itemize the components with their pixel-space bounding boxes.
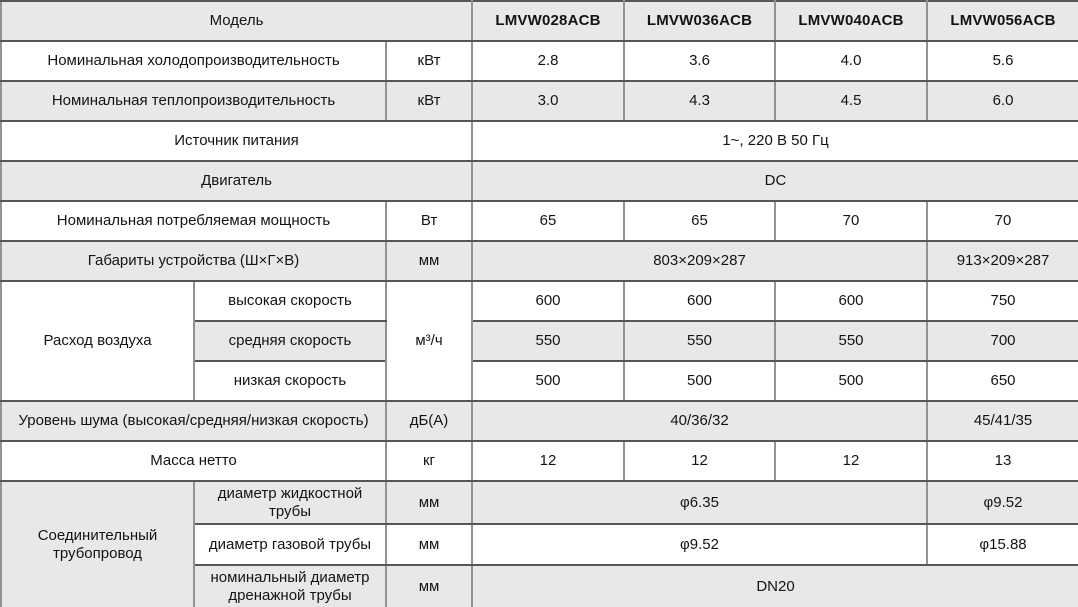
- weight-value-1: 12: [472, 441, 624, 481]
- piping-gas-value-models-1-3: φ9.52: [472, 524, 927, 565]
- motor-value: DC: [472, 161, 1078, 201]
- air-flow-low-value-1: 500: [472, 361, 624, 401]
- piping-liquid-row: [1, 481, 1078, 524]
- piping-liquid-label: диаметр жидкостной трубы: [194, 481, 386, 524]
- model-name-cell-2: LMVW036ACB: [624, 1, 775, 41]
- weight-unit: кг: [386, 441, 472, 481]
- cooling-value-4: 5.6: [927, 41, 1078, 81]
- piping-liquid-value-models-1-3: φ6.35: [472, 481, 927, 524]
- dimensions-value-model-4: 913×209×287: [927, 241, 1078, 281]
- weight-value-2: 12: [624, 441, 775, 481]
- piping-gas-label: диаметр газовой трубы: [194, 524, 386, 565]
- air-flow-high-value-1: 600: [472, 281, 624, 321]
- noise-row: [1, 401, 1078, 441]
- noise-value-model-4: 45/41/35: [927, 401, 1078, 441]
- power-supply-value: 1~, 220 В 50 Гц: [472, 121, 1078, 161]
- header-row: [1, 1, 1078, 41]
- cooling-row: [1, 41, 1078, 81]
- weight-row: [1, 441, 1078, 481]
- heating-unit: кВт: [386, 81, 472, 121]
- power-supply-row: [1, 121, 1078, 161]
- weight-value-3: 12: [775, 441, 927, 481]
- cooling-value-3: 4.0: [775, 41, 927, 81]
- air-flow-low-value-2: 500: [624, 361, 775, 401]
- dimensions-label: Габариты устройства (Ш×Г×В): [1, 241, 386, 281]
- air-flow-high-value-3: 600: [775, 281, 927, 321]
- air-flow-unit: м³/ч: [386, 281, 472, 401]
- power-input-value-4: 70: [927, 201, 1078, 241]
- piping-liquid-unit: мм: [386, 481, 472, 524]
- noise-label: Уровень шума (высокая/средняя/низкая скорость): [1, 401, 386, 441]
- air-flow-low-value-4: 650: [927, 361, 1078, 401]
- piping-gas-value-model-4: φ15.88: [927, 524, 1078, 565]
- piping-drain-unit: мм: [386, 565, 472, 607]
- weight-label: Масса нетто: [1, 441, 386, 481]
- model-name-cell-1: LMVW028ACB: [472, 1, 624, 41]
- heating-label: Номинальная теплопроизводительность: [1, 81, 386, 121]
- motor-label: Двигатель: [1, 161, 472, 201]
- heating-value-3: 4.5: [775, 81, 927, 121]
- air-flow-low-value-3: 500: [775, 361, 927, 401]
- power-input-value-3: 70: [775, 201, 927, 241]
- air-flow-label: Расход воздуха: [1, 281, 194, 401]
- air-flow-high-row: [1, 281, 1078, 321]
- piping-drain-label: номинальный диаметр дренажной трубы: [194, 565, 386, 607]
- cooling-value-2: 3.6: [624, 41, 775, 81]
- air-flow-medium-value-4: 700: [927, 321, 1078, 361]
- air-flow-medium-value-3: 550: [775, 321, 927, 361]
- piping-liquid-value-model-4: φ9.52: [927, 481, 1078, 524]
- air-flow-medium-label: средняя скорость: [194, 321, 386, 361]
- dimensions-value-models-1-3: 803×209×287: [472, 241, 927, 281]
- cooling-label: Номинальная холодопроизводительность: [1, 41, 386, 81]
- cooling-unit: кВт: [386, 41, 472, 81]
- dimensions-row: [1, 241, 1078, 281]
- dimensions-unit: мм: [386, 241, 472, 281]
- heating-value-4: 6.0: [927, 81, 1078, 121]
- air-flow-low-label: низкая скорость: [194, 361, 386, 401]
- noise-value-models-1-3: 40/36/32: [472, 401, 927, 441]
- air-flow-medium-value-1: 550: [472, 321, 624, 361]
- motor-row: [1, 161, 1078, 201]
- power-input-value-1: 65: [472, 201, 624, 241]
- air-flow-high-label: высокая скорость: [194, 281, 386, 321]
- heating-value-1: 3.0: [472, 81, 624, 121]
- model-name-cell-4: LMVW056ACB: [927, 1, 1078, 41]
- noise-unit: дБ(А): [386, 401, 472, 441]
- heating-value-2: 4.3: [624, 81, 775, 121]
- air-flow-medium-value-2: 550: [624, 321, 775, 361]
- model-header-label: Модель: [1, 1, 472, 41]
- air-flow-high-value-2: 600: [624, 281, 775, 321]
- piping-label: Соединительный трубопровод: [1, 481, 194, 607]
- cooling-value-1: 2.8: [472, 41, 624, 81]
- power-input-label: Номинальная потребляемая мощность: [1, 201, 386, 241]
- piping-gas-unit: мм: [386, 524, 472, 565]
- power-input-unit: Вт: [386, 201, 472, 241]
- model-name-cell-3: LMVW040ACB: [775, 1, 927, 41]
- piping-drain-value: DN20: [472, 565, 1078, 607]
- power-input-row: [1, 201, 1078, 241]
- power-input-value-2: 65: [624, 201, 775, 241]
- weight-value-4: 13: [927, 441, 1078, 481]
- power-supply-label: Источник питания: [1, 121, 472, 161]
- air-flow-high-value-4: 750: [927, 281, 1078, 321]
- heating-row: [1, 81, 1078, 121]
